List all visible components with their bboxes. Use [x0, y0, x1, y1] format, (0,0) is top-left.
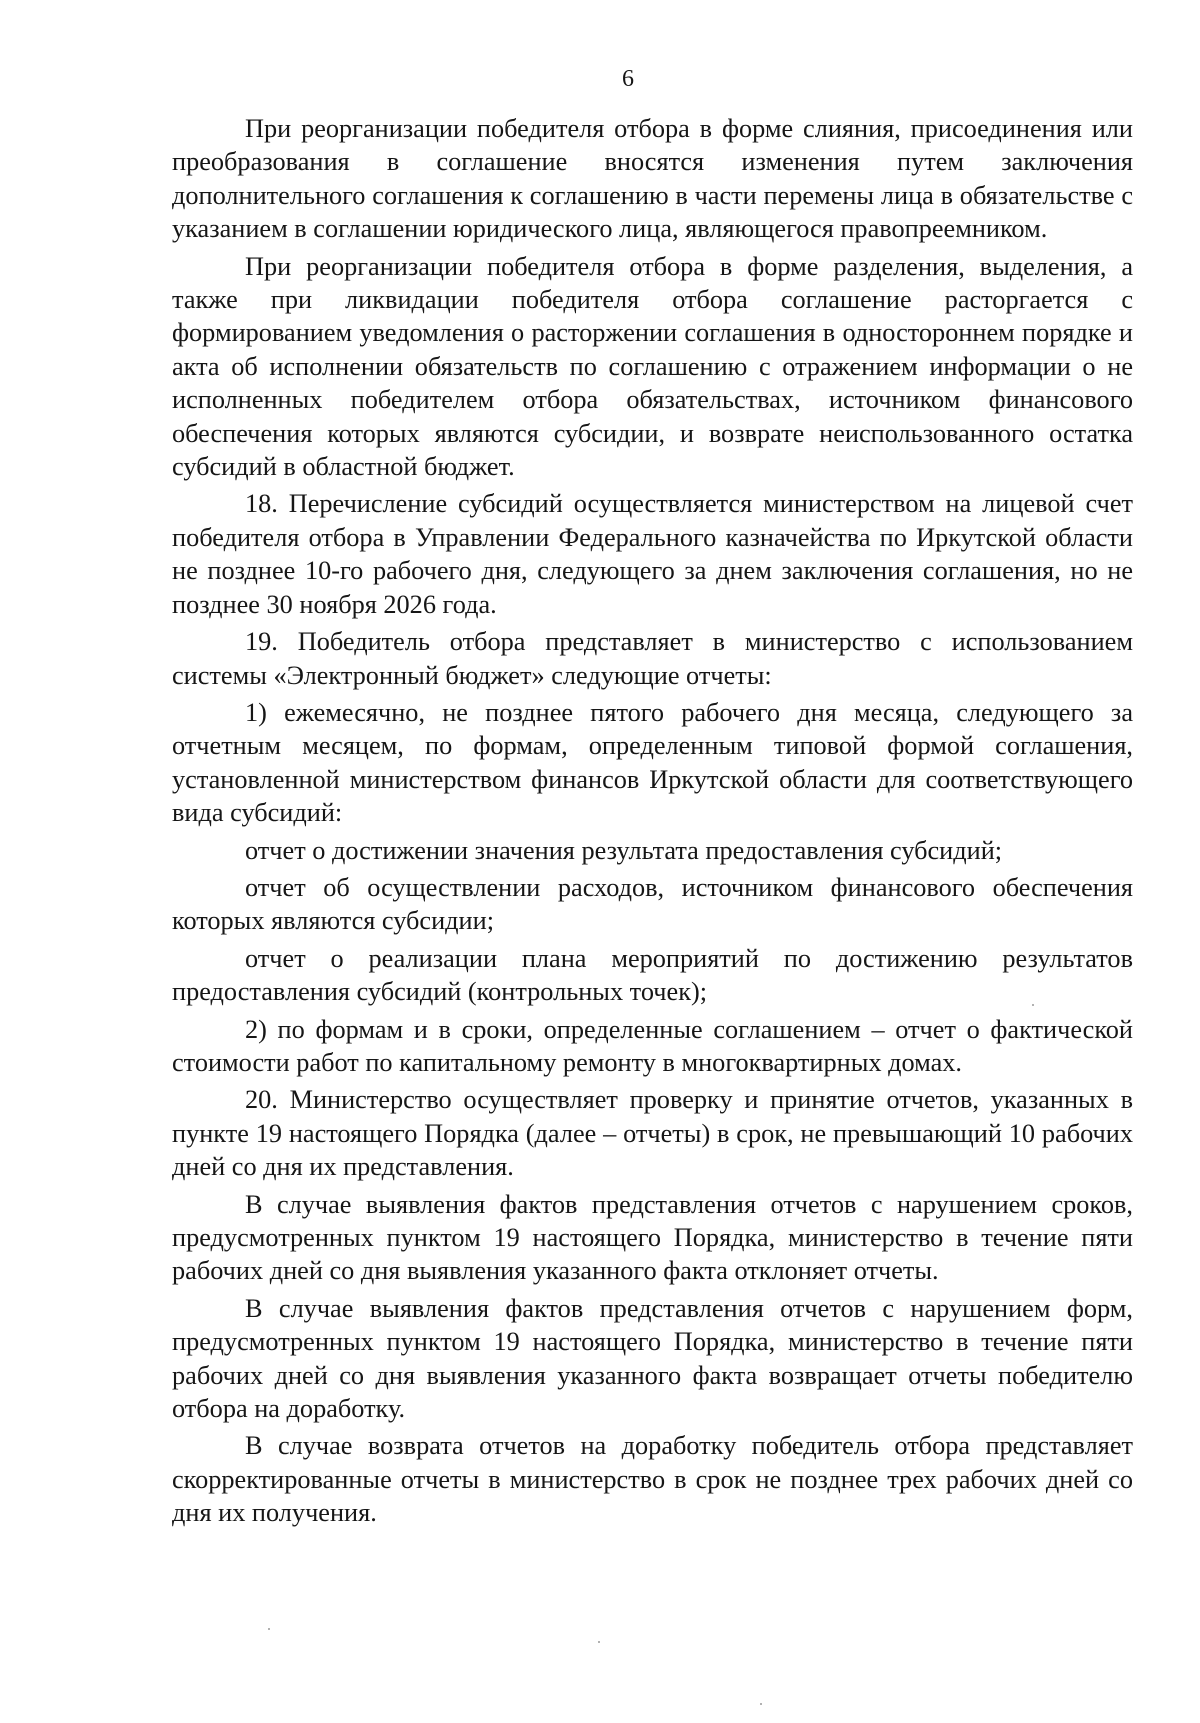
- paragraph-report-plan: отчет о реализации плана мероприятий по достижению результатов предоставления субсидий (контрольных точек);: [172, 943, 1133, 1007]
- paragraph-return-for-revision: В случае возврата отчетов на доработку победитель отбора представляет скорректированные отчеты в министерство в срок не позднее трех рабочих дней со дня их получения.: [172, 1431, 1133, 1528]
- page-number: 6: [622, 66, 634, 92]
- paragraph-item-18: 18. Перечисление субсидий осуществляется министерством на лицевой счет победителя отбора в Управлении Федерального казначейства по Иркутской области не позднее 10-го рабочего дня, следующего за днем заключения соглашения, но не позднее 30 ноября 2026 года.: [172, 489, 1133, 619]
- paragraph-item-19-1: 1) ежемесячно, не позднее пятого рабочего дня месяца, следующего за отчетным месяцем, по формам, определенным типовой формой соглашения, установленной министерством финансов Иркутской области для соответствующего вида субсидий:: [172, 697, 1133, 828]
- paragraph-report-result: отчет о достижении значения результата предоставления субсидий;: [245, 835, 1003, 865]
- paragraph-form-violation: В случае выявления фактов представления отчетов с нарушением форм, предусмотренных пунктом 19 настоящего Порядка, министерство в течение пяти рабочих дней со дня выявления указанного факта возвращает отчеты победителю отбора на доработку.: [172, 1293, 1133, 1424]
- scan-speck: [268, 1628, 270, 1630]
- paragraph-item-20: 20. Министерство осуществляет проверку и принятие отчетов, указанных в пункте 19 настоящего Порядка (далее – отчеты) в срок, не превышающий 10 рабочих дней со дня их представления.: [172, 1085, 1133, 1182]
- paragraph-report-expenses: отчет об осуществлении расходов, источником финансового обеспечения которых являются субсидии;: [172, 872, 1133, 936]
- paragraph-item-19: 19. Победитель отбора представляет в министерство с использованием системы «Электронный бюджет» следующие отчеты:: [172, 627, 1133, 690]
- scan-speck: [760, 1703, 762, 1705]
- scan-speck: [1032, 1004, 1034, 1006]
- scan-speck: [598, 1641, 600, 1643]
- paragraph-reorganization-division: При реорганизации победителя отбора в форме разделения, выделения, а также при ликвидации победителя отбора соглашение расторгается с формированием уведомления о расторжении соглашения в одностороннем порядке и акта об исполнении обязательств по соглашению с отражением информации о не исполненных победителем отбора обязательствах, источником финансового обеспечения которых являются субсидии, и возврате неиспользованного остатка субсидий в областной бюджет.: [172, 251, 1133, 482]
- paragraph-item-19-2: 2) по формам и в сроки, определенные соглашением – отчет о фактической стоимости работ по капитальному ремонту в многоквартирных домах.: [172, 1014, 1133, 1077]
- document-body: [172, 112, 1133, 1534]
- paragraph-reorganization-merger: При реорганизации победителя отбора в форме слияния, присоединения или преобразования в соглашение вносятся изменения путем заключения дополнительного соглашения к соглашению в части перемены лица в обязательстве с указанием в соглашении юридического лица, являющегося правопреемником.: [172, 114, 1133, 244]
- paragraph-deadline-violation: В случае выявления фактов представления отчетов с нарушением сроков, предусмотренных пунктом 19 настоящего Порядка, министерство в течение пяти рабочих дней со дня выявления указанного факта отклоняет отчеты.: [172, 1189, 1133, 1286]
